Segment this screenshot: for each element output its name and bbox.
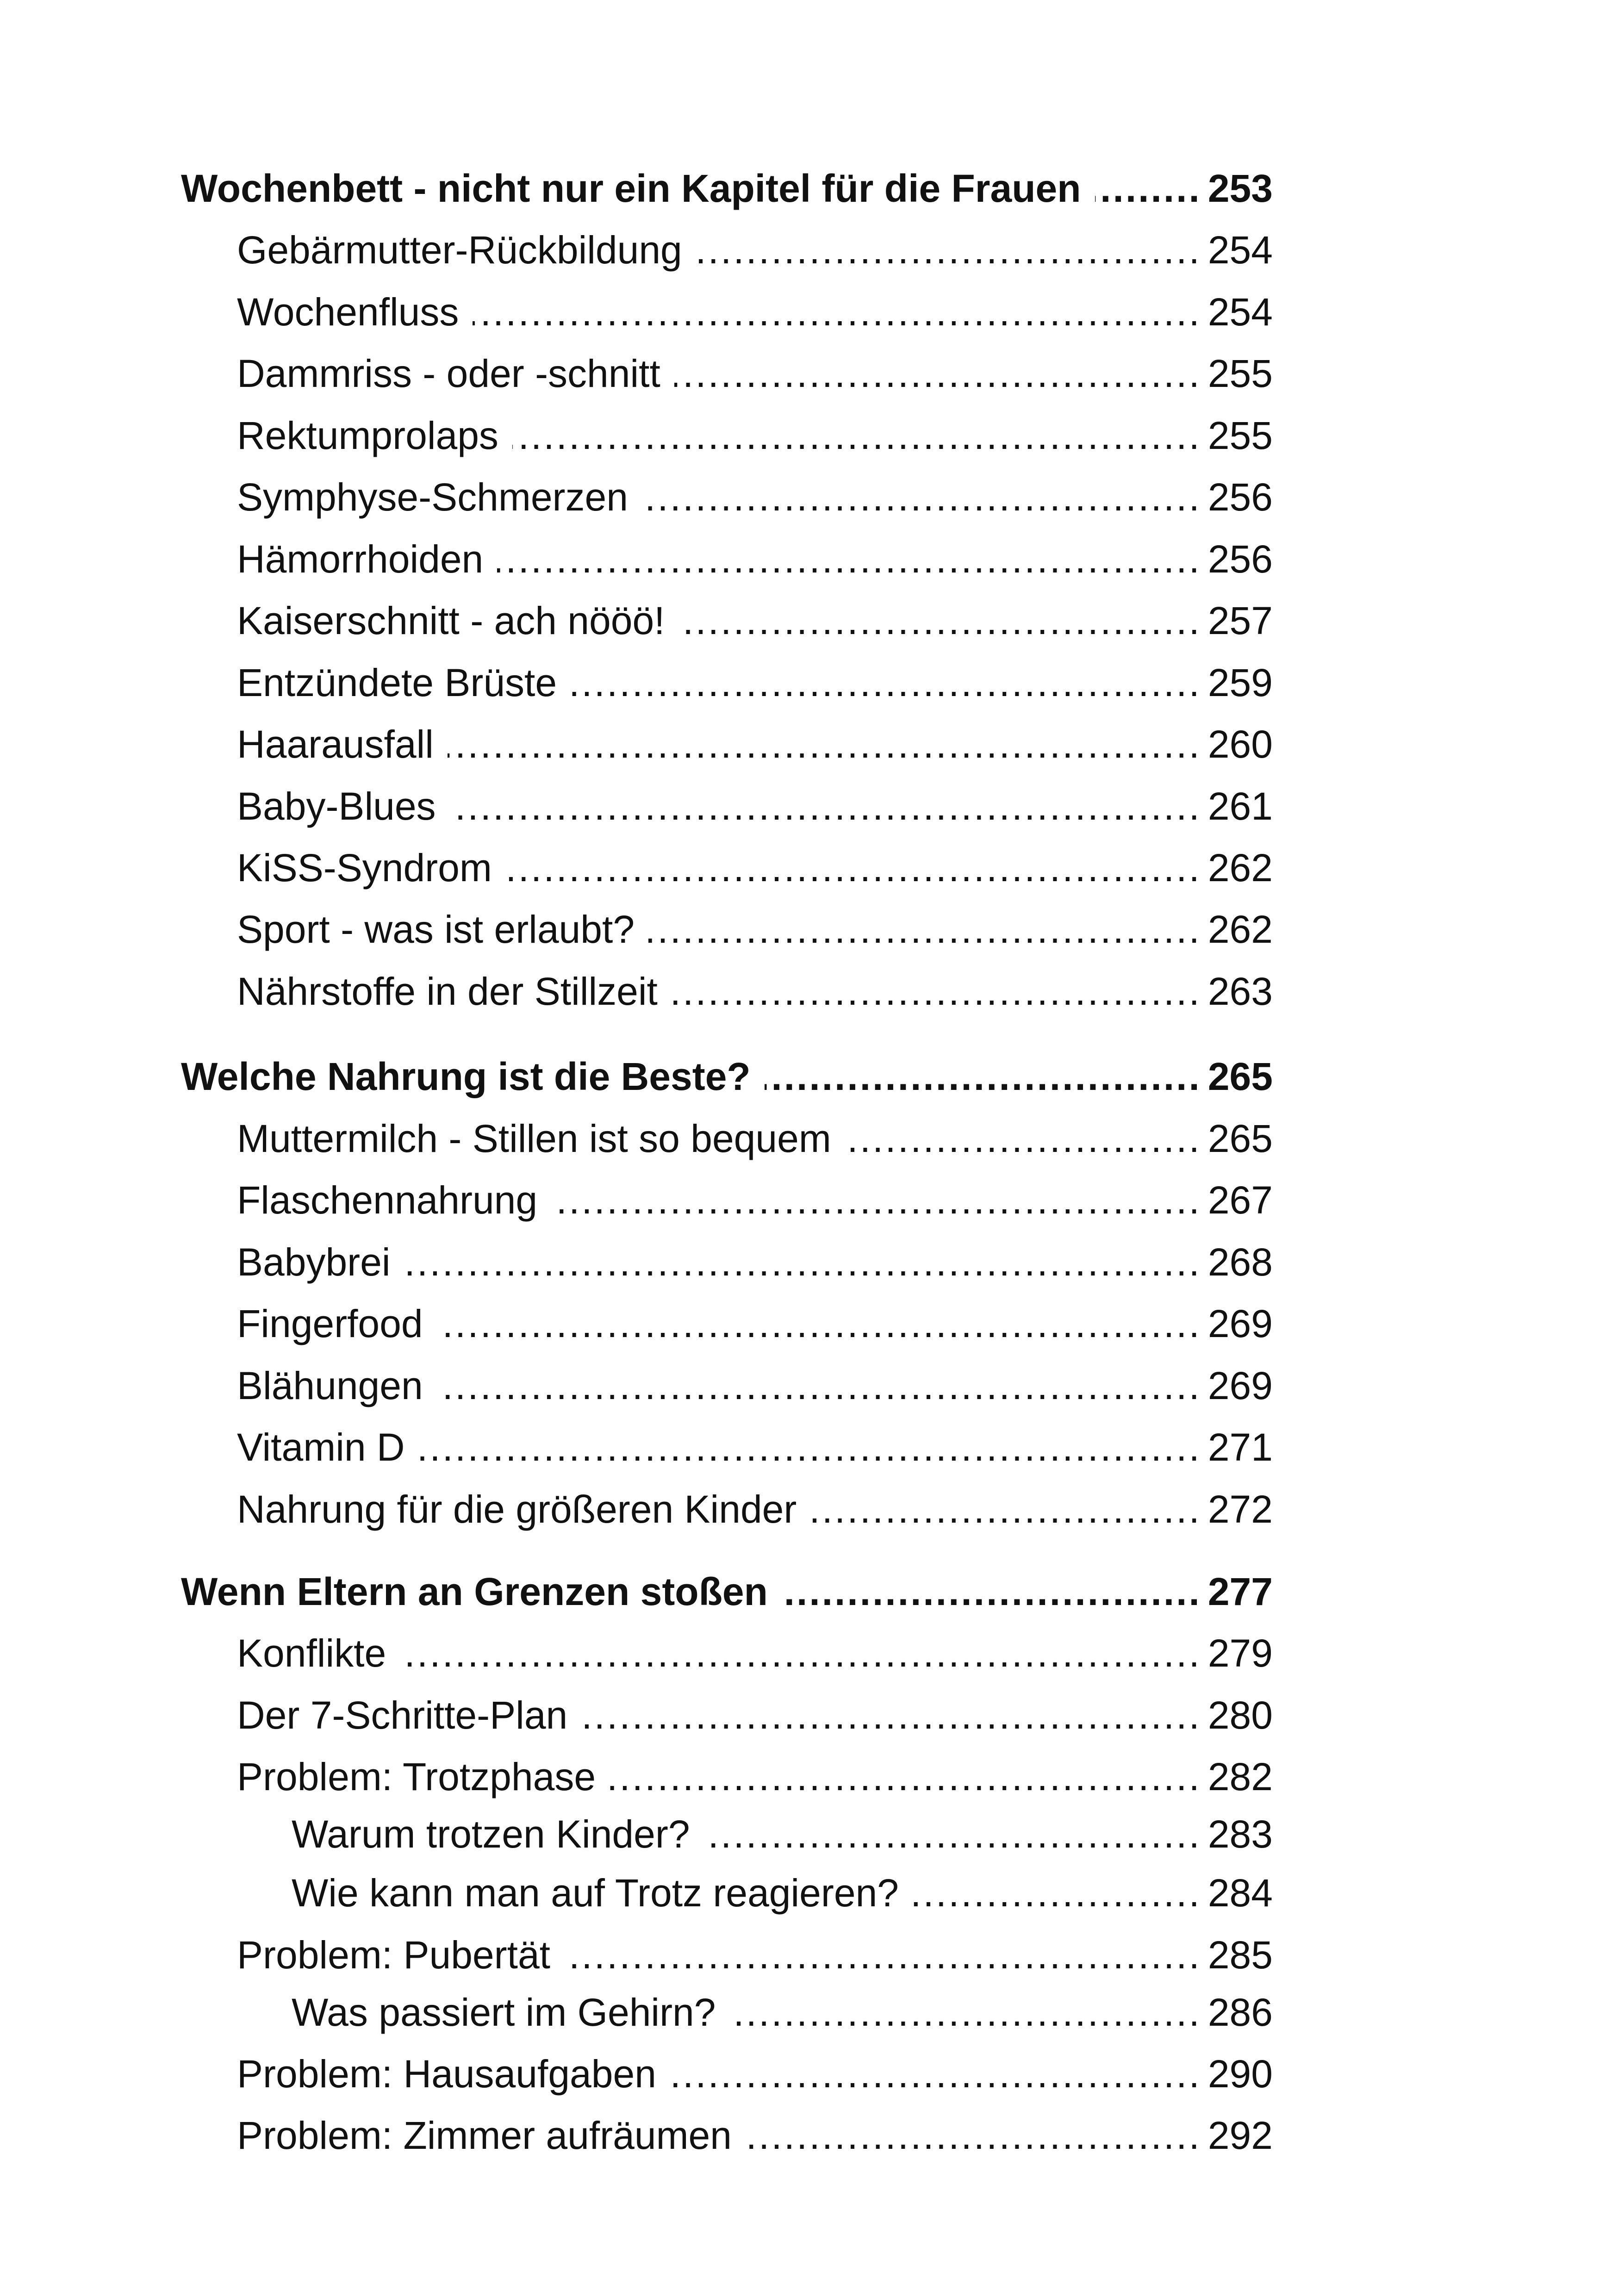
dot-leader bbox=[704, 1809, 1201, 1860]
toc-entry bbox=[237, 534, 1273, 585]
toc-title: Hämorrhoiden bbox=[237, 537, 484, 581]
toc-entry bbox=[237, 1237, 1273, 1288]
toc-page-number: 265 bbox=[1207, 1116, 1273, 1160]
toc-entry bbox=[237, 348, 1273, 399]
toc-title: Fingerfood bbox=[237, 1302, 423, 1346]
toc-page-number: 269 bbox=[1207, 1363, 1273, 1407]
toc-page-number: 279 bbox=[1207, 1631, 1273, 1675]
dot-leader bbox=[648, 904, 1201, 955]
toc-entry bbox=[237, 719, 1273, 770]
toc-title: Kaiserschnitt - ach nööö! bbox=[237, 599, 665, 643]
dot-leader bbox=[551, 1175, 1201, 1226]
dot-leader bbox=[473, 286, 1201, 337]
dot-leader bbox=[506, 842, 1201, 893]
toc-page-number: 283 bbox=[1207, 1812, 1273, 1856]
toc-page-number: 282 bbox=[1207, 1755, 1273, 1799]
dot-leader bbox=[679, 595, 1201, 646]
toc-page-number: 255 bbox=[1207, 413, 1273, 457]
toc-title: Flaschennahrung bbox=[237, 1178, 538, 1222]
dot-leader bbox=[437, 1360, 1201, 1411]
dot-leader bbox=[400, 1628, 1201, 1679]
toc-page-number: 263 bbox=[1207, 969, 1273, 1013]
toc-chapter bbox=[181, 163, 1273, 214]
toc-entry bbox=[237, 472, 1273, 523]
dot-leader bbox=[670, 2048, 1201, 2099]
toc-page-number: 255 bbox=[1207, 352, 1273, 396]
toc-entry bbox=[237, 2110, 1273, 2161]
toc-entry bbox=[237, 1175, 1273, 1226]
toc-title: Was passiert im Gehirn? bbox=[292, 1990, 716, 2034]
toc-page-number: 292 bbox=[1207, 2114, 1273, 2158]
dot-leader bbox=[450, 781, 1201, 832]
toc-entry bbox=[237, 2048, 1273, 2099]
toc-entry bbox=[237, 904, 1273, 955]
toc-title: Blähungen bbox=[237, 1363, 423, 1407]
dot-leader bbox=[642, 472, 1201, 523]
toc-page-number: 284 bbox=[1207, 1871, 1273, 1915]
dot-leader bbox=[672, 966, 1201, 1017]
toc-page-number: 261 bbox=[1207, 784, 1273, 828]
toc-title: Nahrung für die größeren Kinder bbox=[237, 1487, 797, 1531]
toc-page-number: 285 bbox=[1207, 1933, 1273, 1977]
dot-leader bbox=[913, 1867, 1201, 1918]
toc-title: Welche Nahrung ist die Beste? bbox=[181, 1055, 751, 1099]
dot-leader bbox=[448, 719, 1201, 770]
toc-entry bbox=[237, 1360, 1273, 1411]
toc-entry bbox=[237, 657, 1273, 708]
dot-leader bbox=[1095, 163, 1201, 214]
toc-title: Sport - was ist erlaubt? bbox=[237, 908, 635, 952]
toc-entry bbox=[237, 1751, 1273, 1802]
toc-entry bbox=[237, 1298, 1273, 1349]
toc-title: Wenn Eltern an Grenzen stoßen bbox=[181, 1569, 768, 1613]
toc-title: Wochenbett - nicht nur ein Kapitel für die Frauen bbox=[181, 166, 1081, 210]
dot-leader bbox=[730, 1987, 1201, 2038]
toc-title: Nährstoffe in der Stillzeit bbox=[237, 969, 658, 1013]
toc-page-number: 254 bbox=[1207, 228, 1273, 272]
toc-entry bbox=[237, 286, 1273, 337]
toc-page-number: 262 bbox=[1207, 846, 1273, 890]
toc-page-number: 254 bbox=[1207, 290, 1273, 334]
toc-page-number: 262 bbox=[1207, 908, 1273, 952]
dot-leader bbox=[696, 224, 1201, 275]
toc-page-number: 272 bbox=[1207, 1487, 1273, 1531]
toc-title: Entzündete Brüste bbox=[237, 660, 557, 704]
dot-leader bbox=[512, 410, 1201, 461]
toc-title: Wie kann man auf Trotz reagieren? bbox=[292, 1871, 899, 1915]
toc-title: Problem: Pubertät bbox=[237, 1933, 551, 1977]
toc-title: Wochenfluss bbox=[237, 290, 459, 334]
dot-leader bbox=[765, 1051, 1201, 1102]
toc-page-number: 280 bbox=[1207, 1693, 1273, 1737]
toc-page-number: 256 bbox=[1207, 537, 1273, 581]
toc-chapter bbox=[181, 1566, 1273, 1617]
dot-leader bbox=[746, 2110, 1201, 2161]
dot-leader bbox=[581, 1690, 1201, 1741]
toc-title: Problem: Hausaufgaben bbox=[237, 2052, 656, 2096]
toc-entry bbox=[237, 1690, 1273, 1741]
toc-entry bbox=[237, 966, 1273, 1017]
dot-leader bbox=[845, 1113, 1201, 1164]
toc-page-number: 290 bbox=[1207, 2052, 1273, 2096]
toc-title: Muttermilch - Stillen ist so bequem bbox=[237, 1116, 831, 1160]
toc-entry bbox=[237, 1113, 1273, 1164]
toc-title: Warum trotzen Kinder? bbox=[292, 1812, 690, 1856]
dot-leader bbox=[810, 1484, 1201, 1535]
toc-page-number: 256 bbox=[1207, 475, 1273, 519]
toc-entry bbox=[237, 595, 1273, 646]
toc-entry bbox=[237, 1628, 1273, 1679]
toc-entry bbox=[237, 410, 1273, 461]
toc-entry bbox=[237, 1484, 1273, 1535]
toc-title: Rektumprolaps bbox=[237, 413, 498, 457]
toc-entry bbox=[292, 1809, 1273, 1860]
dot-leader bbox=[610, 1751, 1201, 1802]
toc-page-number: 277 bbox=[1207, 1569, 1273, 1613]
toc-page-number: 269 bbox=[1207, 1302, 1273, 1346]
toc-title: Konflikte bbox=[237, 1631, 386, 1675]
toc-title: Dammriss - oder -schnitt bbox=[237, 352, 660, 396]
toc-entry bbox=[237, 224, 1273, 275]
toc-entry bbox=[237, 1929, 1273, 1980]
toc-title: Vitamin D bbox=[237, 1425, 405, 1469]
dot-leader bbox=[564, 1929, 1201, 1980]
dot-leader bbox=[437, 1298, 1201, 1349]
toc-title: KiSS-Syndrom bbox=[237, 846, 492, 890]
dot-leader bbox=[571, 657, 1201, 708]
toc-page-number: 265 bbox=[1207, 1055, 1273, 1099]
toc-page-number: 253 bbox=[1207, 166, 1273, 210]
toc-entry bbox=[237, 781, 1273, 832]
toc-chapter bbox=[181, 1051, 1273, 1102]
toc-title: Problem: Zimmer aufräumen bbox=[237, 2114, 732, 2158]
toc-page-number: 286 bbox=[1207, 1990, 1273, 2034]
toc-title: Gebärmutter-Rückbildung bbox=[237, 228, 682, 272]
toc-page-number: 267 bbox=[1207, 1178, 1273, 1222]
toc-title: Babybrei bbox=[237, 1240, 391, 1284]
toc-entry bbox=[292, 1987, 1273, 2038]
toc-entry bbox=[237, 842, 1273, 893]
toc-title: Baby-Blues bbox=[237, 784, 436, 828]
toc-page-number: 260 bbox=[1207, 722, 1273, 766]
toc-page-number: 259 bbox=[1207, 660, 1273, 704]
toc-page-number: 257 bbox=[1207, 599, 1273, 643]
dot-leader bbox=[782, 1566, 1201, 1617]
dot-leader bbox=[419, 1422, 1201, 1473]
toc-title: Symphyse-Schmerzen bbox=[237, 475, 628, 519]
toc-title: Haarausfall bbox=[237, 722, 434, 766]
toc-page-number: 271 bbox=[1207, 1425, 1273, 1469]
dot-leader bbox=[404, 1237, 1201, 1288]
dot-leader bbox=[497, 534, 1201, 585]
toc-entry bbox=[237, 1422, 1273, 1473]
toc-title: Der 7-Schritte-Plan bbox=[237, 1693, 568, 1737]
toc-title: Problem: Trotzphase bbox=[237, 1755, 596, 1799]
dot-leader bbox=[674, 348, 1201, 399]
toc-entry bbox=[292, 1867, 1273, 1918]
toc-page-number: 268 bbox=[1207, 1240, 1273, 1284]
